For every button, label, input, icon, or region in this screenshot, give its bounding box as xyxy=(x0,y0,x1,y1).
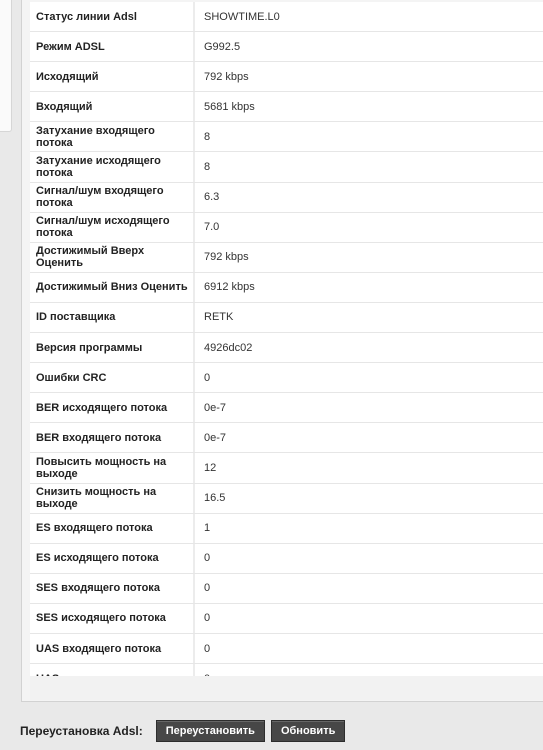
table-row xyxy=(30,484,543,514)
table-row xyxy=(30,92,543,122)
left-nav-panel-edge xyxy=(0,0,12,132)
row-label: Повысить мощность на выходе xyxy=(30,453,195,482)
row-label: Достижимый Вверх Оценить xyxy=(30,243,195,272)
row-label: Снизить мощность на выходе xyxy=(30,484,195,513)
row-value: 16.5 xyxy=(195,484,543,513)
table-row xyxy=(30,183,543,213)
row-label: ID поставщика xyxy=(30,303,195,332)
row-label: Версия программы xyxy=(30,333,195,362)
row-label: Статус линии Adsl xyxy=(30,2,195,31)
row-value: 4926dc02 xyxy=(195,333,543,362)
row-value: 6.3 xyxy=(195,183,543,212)
table-row xyxy=(30,303,543,333)
row-label: SES исходящего потока xyxy=(30,604,195,633)
row-value: 0 xyxy=(195,604,543,633)
table-row xyxy=(30,574,543,604)
row-value: 0 xyxy=(195,574,543,603)
table-row xyxy=(30,62,543,92)
row-label: Сигнал/шум исходящего потока xyxy=(30,213,195,242)
row-label: SES входящего потока xyxy=(30,574,195,603)
row-value: 0 xyxy=(195,634,543,663)
row-value: SHOWTIME.L0 xyxy=(195,2,543,31)
table-row xyxy=(30,544,543,574)
row-value: 0 xyxy=(195,363,543,392)
row-value: 792 kbps xyxy=(195,62,543,91)
adsl-status-table xyxy=(30,2,543,694)
row-value: 792 kbps xyxy=(195,243,543,272)
row-label: Режим ADSL xyxy=(30,32,195,61)
table-row xyxy=(30,152,543,182)
row-value: 7.0 xyxy=(195,213,543,242)
row-label: Входящий xyxy=(30,92,195,121)
row-value: 8 xyxy=(195,122,543,151)
row-label: Достижимый Вниз Оценить xyxy=(30,273,195,302)
table-row xyxy=(30,423,543,453)
table-row xyxy=(30,122,543,152)
adsl-status-panel xyxy=(21,0,543,702)
adsl-reset-bar xyxy=(0,711,543,750)
row-value: 0e-7 xyxy=(195,393,543,422)
table-row xyxy=(30,243,543,273)
table-row xyxy=(30,333,543,363)
row-value: 0 xyxy=(195,544,543,573)
row-value: 8 xyxy=(195,152,543,181)
row-value: RETK xyxy=(195,303,543,332)
adsl-reset-label: Переустановка Adsl: xyxy=(20,723,143,738)
row-value: 5681 kbps xyxy=(195,92,543,121)
table-row xyxy=(30,634,543,664)
row-label: BER входящего потока xyxy=(30,423,195,452)
row-value: 1 xyxy=(195,514,543,543)
row-label: ES входящего потока xyxy=(30,514,195,543)
table-row xyxy=(30,604,543,634)
row-value: 0e-7 xyxy=(195,423,543,452)
table-row xyxy=(30,273,543,303)
reset-button[interactable]: Переустановить xyxy=(156,720,265,742)
refresh-button[interactable]: Обновить xyxy=(271,720,345,742)
row-value: 6912 kbps xyxy=(195,273,543,302)
row-value: 12 xyxy=(195,453,543,482)
table-row xyxy=(30,453,543,483)
table-row xyxy=(30,2,543,32)
row-label: Затухание исходящего потока xyxy=(30,152,195,181)
row-label: Ошибки CRC xyxy=(30,363,195,392)
row-label: Сигнал/шум входящего потока xyxy=(30,183,195,212)
row-label: UAS входящего потока xyxy=(30,634,195,663)
row-label: Исходящий xyxy=(30,62,195,91)
row-label: ES исходящего потока xyxy=(30,544,195,573)
table-row xyxy=(30,393,543,423)
row-label: BER исходящего потока xyxy=(30,393,195,422)
table-row xyxy=(30,363,543,393)
row-value: G992.5 xyxy=(195,32,543,61)
row-label: Затухание входящего потока xyxy=(30,122,195,151)
table-empty-band xyxy=(30,676,543,700)
table-row xyxy=(30,32,543,62)
table-row xyxy=(30,213,543,243)
table-row xyxy=(30,514,543,544)
